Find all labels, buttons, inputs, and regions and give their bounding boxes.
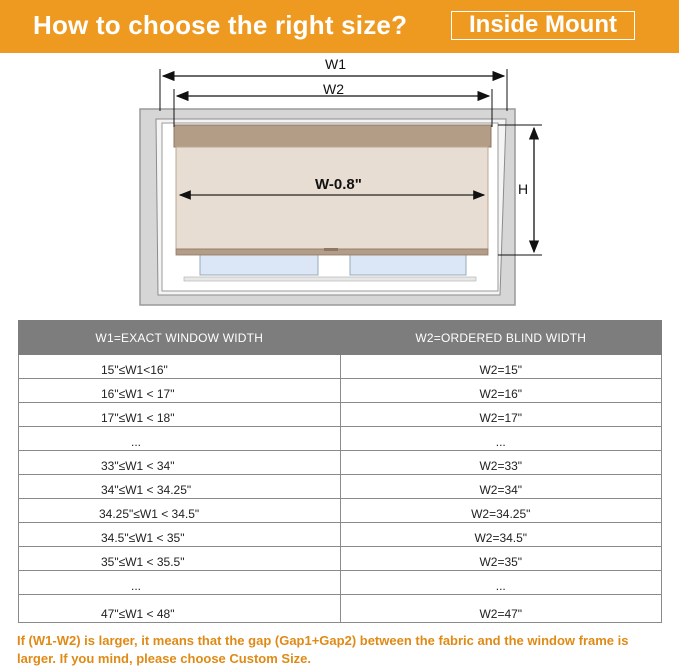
table-row <box>19 499 662 523</box>
fabric-width-label: W-0.8" <box>312 176 365 193</box>
table-row <box>19 379 662 403</box>
w1-label: W1 <box>325 56 346 72</box>
table-header-row <box>19 321 662 355</box>
blind-cassette <box>174 125 491 147</box>
header-ordered-blind-width: W2=ORDERED BLIND WIDTH <box>340 321 662 355</box>
w2-value: W2=47" <box>340 595 662 623</box>
w1-range: 34"≤W1 < 34.25" <box>19 475 341 499</box>
table-row <box>19 571 662 595</box>
table-row <box>19 523 662 547</box>
w2-value: ... <box>340 571 662 595</box>
table-row <box>19 355 662 379</box>
w2-value: W2=34" <box>340 475 662 499</box>
w2-label: W2 <box>323 81 344 97</box>
w2-value: ... <box>340 427 662 451</box>
w1-range: ... <box>19 427 341 451</box>
window-blind-diagram <box>0 53 679 315</box>
glass-pane-left <box>200 253 318 275</box>
w2-value: W2=35" <box>340 547 662 571</box>
w1-range: 34.25"≤W1 < 34.5" <box>19 499 341 523</box>
w1-range: 47"≤W1 < 48" <box>19 595 341 623</box>
w1-range: 15"≤W1<16" <box>19 355 341 379</box>
table-row <box>19 547 662 571</box>
height-label: H <box>518 181 529 197</box>
w1-range: 35"≤W1 < 35.5" <box>19 547 341 571</box>
w1-range: 17"≤W1 < 18" <box>19 403 341 427</box>
w2-value: W2=15" <box>340 355 662 379</box>
w1-range: 33"≤W1 < 34" <box>19 451 341 475</box>
glass-pane-right <box>350 253 466 275</box>
size-note: If (W1-W2) is larger, it means that the gap (Gap1+Gap2) between the fabric and the window frame is larger. If you mind, please choose Custom Size. <box>17 633 629 666</box>
w1-range: ... <box>19 571 341 595</box>
w1-range: 16"≤W1 < 17" <box>19 379 341 403</box>
header-exact-window-width: W1=EXACT WINDOW WIDTH <box>19 321 341 355</box>
header-banner <box>0 0 679 53</box>
w2-value: W2=17" <box>340 403 662 427</box>
w2-value: W2=33" <box>340 451 662 475</box>
mount-type-badge: Inside Mount <box>451 11 635 40</box>
table-row <box>19 475 662 499</box>
table-row <box>19 403 662 427</box>
table-row <box>19 451 662 475</box>
table-row <box>19 427 662 451</box>
w2-value: W2=16" <box>340 379 662 403</box>
size-table <box>18 320 662 623</box>
table-row <box>19 595 662 623</box>
page-title: How to choose the right size? <box>33 10 408 40</box>
blind-fabric <box>176 147 488 249</box>
w1-range: 34.5"≤W1 < 35" <box>19 523 341 547</box>
w2-value: W2=34.5" <box>340 523 662 547</box>
w2-value: W2=34.25" <box>340 499 662 523</box>
